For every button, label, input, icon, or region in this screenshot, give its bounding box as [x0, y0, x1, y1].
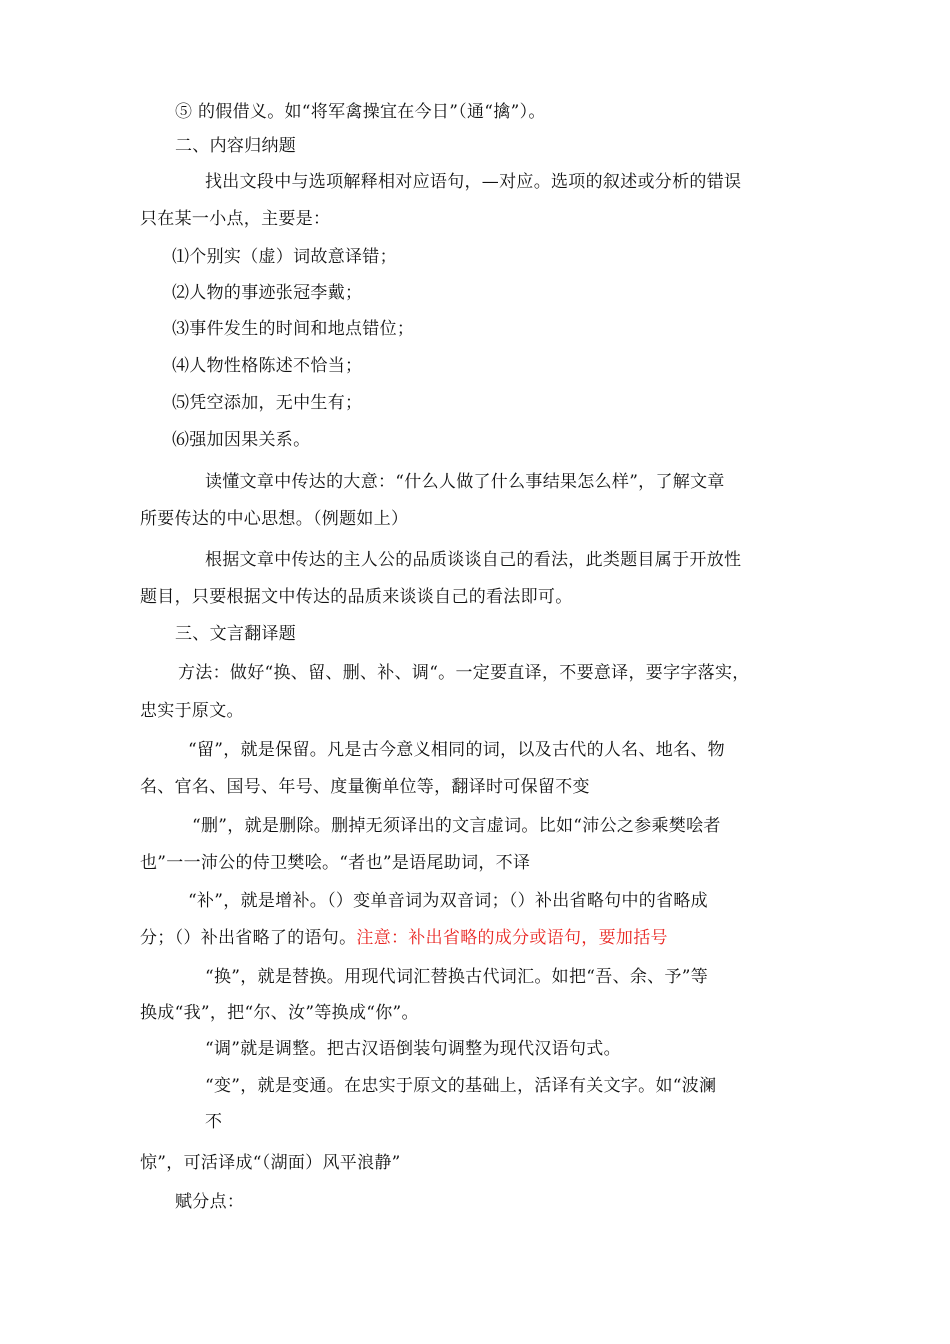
text-line-11: 读懂文章中传达的大意：“什么人做了什么事结果怎么样”，了解文章: [205, 472, 725, 492]
text-line-14: 题目，只要根据文中传达的品质来谈谈自己的看法即可。: [140, 587, 573, 607]
text-line-23: [140, 927, 668, 949]
text-line-31: 赋分点：: [175, 1192, 245, 1212]
text-line-20: “删”，就是删除。删掉无须译出的文言虚词。比如“沛公之参乘樊哙者: [192, 816, 721, 836]
text-line-26: 换成“我”，把“尔、汝”等换成“你”。: [140, 1003, 419, 1023]
list-item-6: ⑹强加因果关系。: [172, 430, 311, 450]
text-line-27: “调”就是调整。把古汉语倒装句调整为现代汉语句式。: [205, 1039, 621, 1059]
text-line-16: 方法：做好“换、留、删、补、调“。一定要直译，不要意译，要字字落实，: [178, 663, 750, 683]
text-line-21: 也”一一沛公的侍卫樊哙。“者也”是语尾助词，不译: [140, 853, 531, 873]
text-line-30: 惊”，可活译成“（湖面）风平浪静”: [140, 1153, 401, 1173]
list-item-5: ⑸凭空添加，无中生有；: [172, 393, 363, 413]
text-line-4: 只在某一小点，主要是：: [140, 209, 331, 229]
text-line-17: 忠实于原文。: [140, 701, 244, 721]
section-heading-2: 二、内容归纳题: [175, 136, 297, 156]
text-line-29: 不: [205, 1112, 223, 1132]
list-item-2: ⑵人物的事迹张冠李戴；: [172, 283, 363, 303]
text-line-1: ⑤ 的假借义。如“将军禽操宜在今日”（通“擒”）。: [175, 102, 546, 122]
text-line-22: “补”，就是增补。（）变单音词为双音词；（）补出省略句中的省略成: [188, 891, 708, 911]
text-line-23-main: 分；（）补出省略了的语句。: [140, 928, 357, 948]
text-line-12: 所要传达的中心思想。（例题如上）: [140, 509, 409, 529]
text-line-19: 名、官名、国号、年号、度量衡单位等，翻译时可保留不变: [140, 777, 590, 797]
list-item-4: ⑷人物性格陈述不恰当；: [172, 356, 363, 376]
text-line-13: 根据文章中传达的主人公的品质谈谈自己的看法，此类题目属于开放性: [205, 550, 742, 570]
text-line-28: “变”，就是变通。在忠实于原文的基础上，活译有关文字。如“波澜: [205, 1076, 717, 1096]
list-item-1: ⑴个别实（虚）词故意译错；: [172, 247, 397, 267]
note-highlight: 注意：补出省略的成分或语句，要加括号: [356, 928, 668, 948]
section-heading-3: 三、文言翻译题: [175, 624, 297, 644]
list-item-3: ⑶事件发生的时间和地点错位；: [172, 319, 415, 339]
text-line-18: “留”，就是保留。凡是古今意义相同的词，以及古代的人名、地名、物: [188, 740, 725, 760]
text-line-3: 找出文段中与选项解释相对应语句，—对应。选项的叙述或分析的错误: [205, 172, 742, 192]
text-line-25: “换”，就是替换。用现代词汇替换古代词汇。如把“吾、余、予”等: [205, 967, 709, 987]
